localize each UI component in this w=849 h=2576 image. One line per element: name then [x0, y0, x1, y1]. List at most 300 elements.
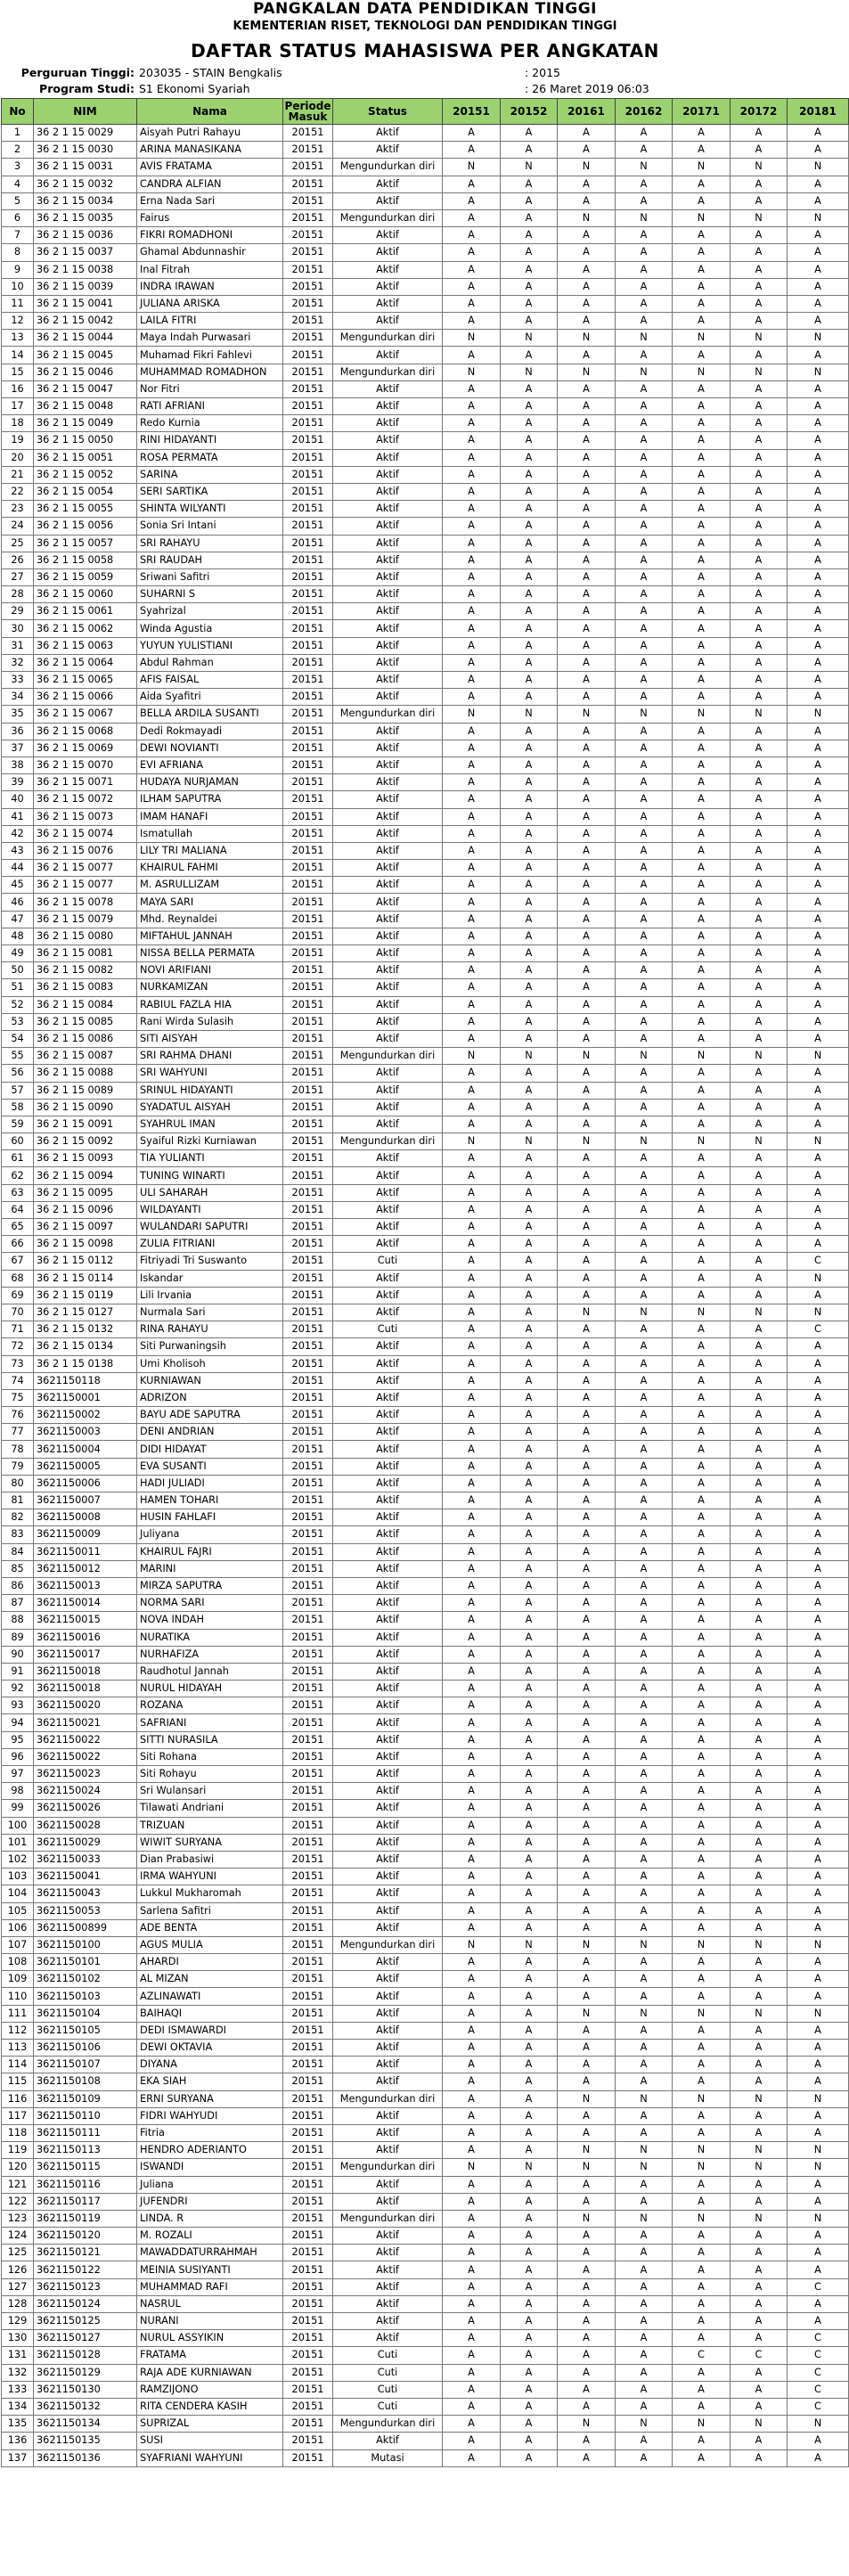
table-cell: A — [501, 2210, 558, 2227]
table-cell: 16 — [2, 380, 34, 397]
table-cell: 3621150134 — [34, 2416, 137, 2433]
table-cell: A — [673, 1869, 731, 1885]
table-cell: A — [731, 1731, 788, 1748]
table-cell: Mengundurkan diri — [333, 209, 443, 226]
table-cell: Aktif — [333, 2433, 443, 2449]
table-cell: A — [788, 2176, 849, 2193]
table-cell: Aktif — [333, 568, 443, 585]
table-cell: A — [443, 552, 501, 568]
table-cell: 20151 — [283, 364, 333, 380]
table-cell: A — [673, 2040, 731, 2057]
table-cell: 23 — [2, 501, 34, 518]
table-cell: 92 — [2, 1681, 34, 1697]
table-cell: 36 2 1 15 0127 — [34, 1304, 137, 1321]
table-cell: CANDRA ALFIAN — [137, 176, 283, 192]
table-cell: A — [731, 1201, 788, 1218]
table-cell: NURANI — [137, 2313, 283, 2330]
table-cell: A — [673, 1236, 731, 1253]
table-cell: A — [788, 1714, 849, 1731]
table-cell: 36 2 1 15 0069 — [34, 740, 137, 756]
table-cell: A — [558, 1697, 616, 1714]
table-cell: A — [788, 1082, 849, 1099]
table-cell: A — [673, 1441, 731, 1458]
table-cell: N — [788, 1304, 849, 1321]
table-cell: 20151 — [283, 2347, 333, 2364]
table-cell: Sonia Sri Intani — [137, 518, 283, 535]
table-cell: A — [731, 1988, 788, 2005]
table-row — [2, 1885, 849, 1902]
table-cell: A — [673, 877, 731, 894]
table-cell: A — [788, 313, 849, 330]
table-cell: A — [443, 1714, 501, 1731]
table-cell: Aktif — [333, 2228, 443, 2245]
table-cell: 20151 — [283, 1082, 333, 1099]
table-row — [2, 825, 849, 842]
table-cell: Cuti — [333, 2381, 443, 2398]
table-cell: A — [558, 1560, 616, 1577]
table-cell: A — [501, 1219, 558, 1236]
table-row — [2, 1714, 849, 1731]
table-cell: C — [731, 2347, 788, 2364]
table-cell: A — [673, 2295, 731, 2312]
table-cell: A — [731, 1184, 788, 1201]
table-cell: N — [673, 2142, 731, 2159]
table-cell: A — [443, 945, 501, 962]
table-body — [2, 125, 849, 2467]
table-cell: A — [788, 380, 849, 397]
table-cell: 133 — [2, 2381, 34, 2398]
table-cell: Aktif — [333, 1595, 443, 1612]
table-cell: N — [616, 159, 673, 176]
table-cell: 3621150102 — [34, 1971, 137, 1988]
table-cell: A — [788, 2022, 849, 2039]
table-cell: Aktif — [333, 1270, 443, 1287]
table-cell: Aktif — [333, 2022, 443, 2039]
table-cell: A — [673, 860, 731, 877]
table-cell: 58 — [2, 1099, 34, 1116]
table-cell: A — [443, 1082, 501, 1099]
table-cell: A — [443, 1526, 501, 1543]
table-row — [2, 552, 849, 568]
table-cell: A — [731, 1954, 788, 1971]
table-row — [2, 1834, 849, 1851]
table-cell: A — [673, 1099, 731, 1116]
table-row — [2, 2107, 849, 2124]
table-cell: A — [558, 432, 616, 449]
table-cell: A — [558, 1287, 616, 1304]
table-cell: A — [731, 2124, 788, 2141]
table-cell: Aktif — [333, 1287, 443, 1304]
table-cell: C — [788, 1253, 849, 1270]
table-cell: A — [788, 1441, 849, 1458]
column-header: 20151 — [443, 99, 501, 125]
table-cell: BAYU ADE SAPUTRA — [137, 1407, 283, 1424]
table-cell: NURATIKA — [137, 1629, 283, 1646]
table-cell: A — [616, 1389, 673, 1406]
table-cell: N — [616, 209, 673, 226]
table-cell: 20151 — [283, 962, 333, 979]
table-cell: A — [731, 791, 788, 808]
table-row — [2, 1338, 849, 1355]
table-cell: 20151 — [283, 1954, 333, 1971]
table-cell: A — [673, 620, 731, 637]
table-row — [2, 1560, 849, 1577]
table-cell: A — [443, 1902, 501, 1919]
table-cell: N — [673, 330, 731, 347]
table-cell: 68 — [2, 1270, 34, 1287]
table-cell: Aktif — [333, 1885, 443, 1902]
table-cell: A — [558, 1902, 616, 1919]
table-cell: A — [788, 1800, 849, 1817]
table-cell: HADI JULIADI — [137, 1475, 283, 1492]
table-cell: A — [673, 945, 731, 962]
table-cell: A — [788, 1869, 849, 1885]
table-cell: A — [731, 1065, 788, 1082]
table-cell: Mutasi — [333, 2449, 443, 2466]
table-cell: NURUL HIDAYAH — [137, 1681, 283, 1697]
table-cell: 3621150101 — [34, 1954, 137, 1971]
table-cell: SHINTA WILYANTI — [137, 501, 283, 518]
table-row — [2, 2245, 849, 2261]
table-cell: N — [501, 1133, 558, 1150]
table-cell: Abdul Rahman — [137, 654, 283, 671]
table-cell: 11 — [2, 295, 34, 312]
table-cell: A — [558, 501, 616, 518]
table-cell: 20151 — [283, 1834, 333, 1851]
table-cell: 3621150014 — [34, 1595, 137, 1612]
table-cell: A — [731, 1372, 788, 1389]
table-cell: 36211500899 — [34, 1919, 137, 1936]
table-cell: A — [616, 654, 673, 671]
table-cell: KURNIAWAN — [137, 1372, 283, 1389]
table-cell: DIYANA — [137, 2057, 283, 2073]
table-cell: A — [443, 1543, 501, 1560]
table-cell: Aktif — [333, 1851, 443, 1868]
table-cell: Aktif — [333, 1817, 443, 1834]
table-cell: A — [616, 568, 673, 585]
table-cell: A — [788, 723, 849, 740]
table-cell: 59 — [2, 1116, 34, 1133]
table-cell: 20151 — [283, 227, 333, 244]
table-cell: A — [788, 1646, 849, 1663]
table-cell: 8 — [2, 244, 34, 261]
table-cell: A — [443, 1919, 501, 1936]
table-cell: AHARDI — [137, 1954, 283, 1971]
table-cell: A — [616, 1116, 673, 1133]
table-cell: A — [558, 1082, 616, 1099]
table-cell: A — [616, 2228, 673, 2245]
table-cell: 49 — [2, 945, 34, 962]
table-cell: A — [443, 791, 501, 808]
table-cell: A — [501, 1748, 558, 1765]
table-cell: 3621150033 — [34, 1851, 137, 1868]
table-cell: 84 — [2, 1543, 34, 1560]
table-cell: A — [673, 501, 731, 518]
table-cell: A — [673, 2433, 731, 2449]
table-cell: A — [501, 278, 558, 295]
table-cell: 20151 — [283, 1509, 333, 1526]
table-cell: 20151 — [283, 2416, 333, 2433]
table-cell: A — [673, 637, 731, 654]
table-cell: A — [788, 962, 849, 979]
table-cell: 20151 — [283, 1236, 333, 1253]
table-cell: 3621150100 — [34, 1936, 137, 1953]
table-cell: Aktif — [333, 1355, 443, 1372]
table-cell: A — [788, 637, 849, 654]
table-cell: A — [731, 2449, 788, 2466]
table-cell: A — [731, 2040, 788, 2057]
table-cell: A — [788, 415, 849, 432]
table-cell: A — [673, 825, 731, 842]
table-cell: A — [501, 125, 558, 142]
table-cell: 36 2 1 15 0112 — [34, 1253, 137, 1270]
table-cell: A — [501, 1971, 558, 1988]
table-cell: A — [616, 1065, 673, 1082]
table-cell: A — [558, 2073, 616, 2090]
table-cell: 36 2 1 15 0048 — [34, 398, 137, 415]
table-cell: N — [788, 706, 849, 723]
table-cell: A — [558, 2124, 616, 2141]
table-cell: A — [673, 2278, 731, 2295]
table-cell: DEWI NOVIANTI — [137, 740, 283, 756]
table-cell: N — [558, 1133, 616, 1150]
table-cell: A — [731, 313, 788, 330]
table-cell: A — [788, 192, 849, 209]
table-cell: 101 — [2, 1834, 34, 1851]
table-cell: A — [501, 928, 558, 945]
table-cell: Rani Wirda Sulasih — [137, 1013, 283, 1030]
table-cell: A — [616, 860, 673, 877]
table-cell: A — [501, 1834, 558, 1851]
table-cell: Aktif — [333, 1834, 443, 1851]
table-row — [2, 928, 849, 945]
table-cell: A — [501, 1629, 558, 1646]
table-cell: 20151 — [283, 380, 333, 397]
table-cell: 36 2 1 15 0061 — [34, 603, 137, 620]
table-cell: 36 2 1 15 0034 — [34, 192, 137, 209]
table-cell: A — [673, 347, 731, 364]
table-cell: A — [788, 1681, 849, 1697]
table-cell: Nor Fitri — [137, 380, 283, 397]
table-cell: Syaiful Rizki Kurniawan — [137, 1133, 283, 1150]
table-cell: 36 2 1 15 0058 — [34, 552, 137, 568]
table-cell: 36 2 1 15 0030 — [34, 142, 137, 159]
table-cell: A — [443, 2364, 501, 2381]
table-cell: 20151 — [283, 1048, 333, 1065]
table-cell: 3621150122 — [34, 2261, 137, 2278]
table-cell: 3621150108 — [34, 2073, 137, 2090]
table-cell: A — [443, 1458, 501, 1475]
table-cell: Aktif — [333, 1663, 443, 1680]
table-cell: A — [558, 2278, 616, 2295]
table-cell: NURKAMIZAN — [137, 979, 283, 996]
table-cell: N — [443, 2159, 501, 2176]
table-row — [2, 979, 849, 996]
table-cell: N — [673, 2416, 731, 2433]
table-row — [2, 911, 849, 928]
table-cell: A — [673, 415, 731, 432]
table-cell: A — [443, 1681, 501, 1697]
table-cell: JULIANA ARISKA — [137, 295, 283, 312]
table-cell: A — [558, 689, 616, 706]
table-cell: A — [673, 1885, 731, 1902]
table-cell: A — [501, 996, 558, 1013]
table-cell: 20151 — [283, 192, 333, 209]
table-cell: AVIS FRATAMA — [137, 159, 283, 176]
table-cell: A — [788, 261, 849, 278]
table-cell: A — [443, 142, 501, 159]
report-info — [1, 66, 849, 98]
table-cell: Sarlena Safitri — [137, 1902, 283, 1919]
table-cell: C — [788, 1321, 849, 1338]
table-cell: Muhamad Fikri Fahlevi — [137, 347, 283, 364]
table-cell: 3621150022 — [34, 1748, 137, 1765]
table-cell: Aktif — [333, 791, 443, 808]
table-cell: 20151 — [283, 1971, 333, 1988]
table-cell: M. ROZALI — [137, 2228, 283, 2245]
table-cell: A — [731, 1629, 788, 1646]
table-cell: 20151 — [283, 1253, 333, 1270]
table-cell: A — [673, 1458, 731, 1475]
table-cell: A — [443, 1577, 501, 1594]
table-cell: A — [731, 1560, 788, 1577]
table-cell: A — [501, 672, 558, 689]
table-cell: N — [616, 706, 673, 723]
table-cell: A — [501, 860, 558, 877]
table-cell: A — [788, 586, 849, 603]
table-cell: KHAIRUL FAJRI — [137, 1543, 283, 1560]
table-cell: 61 — [2, 1150, 34, 1167]
table-cell: 36 2 1 15 0036 — [34, 227, 137, 244]
table-cell: A — [788, 1783, 849, 1800]
table-cell: A — [443, 962, 501, 979]
table-cell: A — [788, 2261, 849, 2278]
table-cell: 104 — [2, 1885, 34, 1902]
table-cell: A — [616, 1441, 673, 1458]
table-cell: A — [788, 1236, 849, 1253]
table-cell: 3621150041 — [34, 1869, 137, 1885]
table-cell: 60 — [2, 1133, 34, 1150]
table-cell: 125 — [2, 2245, 34, 2261]
table-cell: A — [673, 1082, 731, 1099]
table-cell: A — [501, 313, 558, 330]
table-row — [2, 2090, 849, 2107]
table-cell: A — [788, 979, 849, 996]
table-cell: 120 — [2, 2159, 34, 2176]
table-cell: A — [788, 945, 849, 962]
table-cell: A — [558, 637, 616, 654]
table-cell: A — [731, 842, 788, 859]
table-row — [2, 380, 849, 397]
table-cell: A — [501, 894, 558, 911]
table-cell: TRIZUAN — [137, 1817, 283, 1834]
table-cell: 36 2 1 15 0052 — [34, 466, 137, 483]
table-row — [2, 2381, 849, 2398]
table-cell: N — [673, 2159, 731, 2176]
table-cell: 36 2 1 15 0097 — [34, 1219, 137, 1236]
table-row — [2, 1543, 849, 1560]
table-cell: 117 — [2, 2107, 34, 2124]
table-cell: A — [501, 2073, 558, 2090]
table-cell: 3621150113 — [34, 2142, 137, 2159]
table-cell: Aktif — [333, 1167, 443, 1184]
table-cell: SUHARNI S — [137, 586, 283, 603]
table-cell: A — [443, 1116, 501, 1133]
table-cell: A — [788, 2313, 849, 2330]
table-row — [2, 2193, 849, 2210]
table-cell: A — [558, 825, 616, 842]
table-cell: 36 2 1 15 0044 — [34, 330, 137, 347]
table-cell: 20151 — [283, 2210, 333, 2227]
table-cell: A — [788, 2107, 849, 2124]
table-cell: 36 2 1 15 0050 — [34, 432, 137, 449]
table-cell: A — [673, 1184, 731, 1201]
table-cell: A — [443, 586, 501, 603]
table-cell: 20151 — [283, 672, 333, 689]
table-cell: 20151 — [283, 842, 333, 859]
table-cell: A — [788, 620, 849, 637]
table-cell: 20151 — [283, 1133, 333, 1150]
table-cell: A — [443, 501, 501, 518]
table-cell: A — [616, 2347, 673, 2364]
table-cell: A — [788, 894, 849, 911]
table-row — [2, 244, 849, 261]
table-cell: A — [673, 1919, 731, 1936]
table-cell: A — [443, 1287, 501, 1304]
table-cell: Aktif — [333, 1902, 443, 1919]
table-cell: A — [788, 518, 849, 535]
table-cell: N — [673, 706, 731, 723]
table-cell: Aktif — [333, 1407, 443, 1424]
table-cell: A — [731, 2261, 788, 2278]
table-cell: A — [673, 1646, 731, 1663]
table-cell: FIDRI WAHYUDI — [137, 2107, 283, 2124]
table-cell: A — [443, 295, 501, 312]
table-row — [2, 1116, 849, 1133]
table-cell: RATI AFRIANI — [137, 398, 283, 415]
table-cell: TUNING WINARTI — [137, 1167, 283, 1184]
table-cell: 3621150117 — [34, 2193, 137, 2210]
table-cell: 20151 — [283, 466, 333, 483]
table-cell: A — [788, 1116, 849, 1133]
table-cell: A — [558, 1099, 616, 1116]
table-cell: Dian Prabasiwi — [137, 1851, 283, 1868]
table-cell: A — [616, 1201, 673, 1218]
table-cell: A — [673, 1612, 731, 1629]
table-cell: 105 — [2, 1902, 34, 1919]
table-cell: 3621150026 — [34, 1800, 137, 1817]
table-cell: 3621150103 — [34, 1988, 137, 2005]
table-cell: 94 — [2, 1714, 34, 1731]
table-cell: A — [616, 825, 673, 842]
table-cell: A — [731, 261, 788, 278]
table-cell: A — [673, 1595, 731, 1612]
table-cell: A — [443, 2090, 501, 2107]
table-cell: A — [788, 1766, 849, 1783]
table-cell: 3621150028 — [34, 1817, 137, 1834]
table-cell: 40 — [2, 791, 34, 808]
table-row — [2, 1133, 849, 1150]
table-cell: A — [788, 347, 849, 364]
table-cell: 3621150106 — [34, 2040, 137, 2057]
table-cell: A — [558, 125, 616, 142]
table-cell: ULI SAHARAH — [137, 1184, 283, 1201]
table-cell: A — [673, 979, 731, 996]
table-cell: A — [616, 2330, 673, 2347]
table-cell: A — [558, 142, 616, 159]
table-cell: A — [616, 1407, 673, 1424]
table-cell: A — [558, 347, 616, 364]
